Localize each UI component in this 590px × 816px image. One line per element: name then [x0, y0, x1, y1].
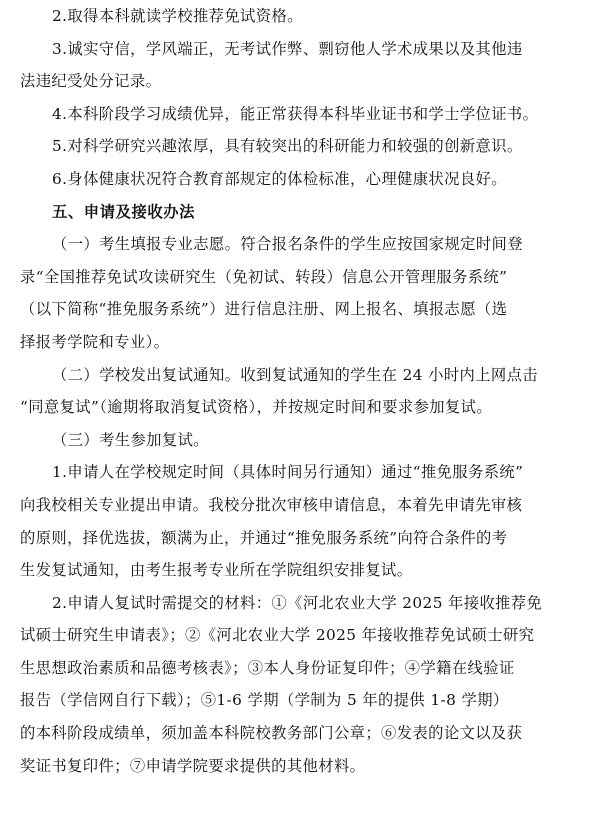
text-line: 的原则，择优选拔，额满为止，并通过“推免服务系统”向符合条件的考 — [20, 528, 508, 547]
text-line: 6.身体健康状况符合教育部规定的体检标准，心理健康状况良好。 — [52, 169, 507, 188]
text-line: 奖证书复印件；⑦申请学院要求提供的其他材料。 — [20, 756, 366, 775]
text-line: “同意复试”（逾期将取消复试资格），并按规定时间和要求参加复试。 — [20, 398, 493, 417]
text-line: 录“全国推荐免试攻读研究生（免初试、转段）信息公开管理服务系统” — [20, 267, 508, 286]
text-line: 1.申请人在学校规定时间（具体时间另行通知）通过“推免服务系统” — [52, 463, 524, 482]
text-line: 3.诚实守信，学风端正，无考试作弊、剽窃他人学术成果以及其他违 — [52, 39, 523, 58]
section-heading: 五、申请及接收办法 — [52, 202, 196, 221]
text-line: （一）考生填报专业志愿。符合报名条件的学生应按国家规定时间登 — [52, 235, 523, 254]
text-line: 向我校相关专业提出申请。我校分批次审核申请信息，本着先申请先审核 — [20, 495, 523, 514]
text-line: 择报考学院和专业）。 — [20, 332, 170, 351]
text-line: 生发复试通知，由考生报考专业所在学院组织安排复试。 — [20, 561, 413, 580]
text-line: 报告（学信网自行下载）；⑤1-6 学期（学制为 5 年的提供 1-8 学期） — [20, 691, 509, 710]
text-line: （以下简称“推免服务系统”）进行信息注册、网上报名、填报志愿（选 — [20, 300, 508, 319]
text-line: 的本科阶段成绩单，须加盖本科院校教务部门公章；⑥发表的论文以及获 — [20, 724, 523, 743]
text-line: 2.取得本科就读学校推荐免试资格。 — [52, 7, 303, 25]
text-line: （三）考生参加复试。 — [52, 430, 209, 449]
text-line: 生思想政治素质和品德考核表》；③本人身份证复印件；④学籍在线验证 — [20, 658, 515, 677]
text-line: （二）学校发出复试通知。收到复试通知的学生在 24 小时内上网点击 — [52, 365, 539, 384]
text-line: 2.申请人复试时需提交的材料：①《河北农业大学 2025 年接收推荐免 — [52, 593, 543, 612]
text-line: 4.本科阶段学习成绩优异，能正常获得本科毕业证书和学士学位证书。 — [52, 104, 539, 123]
text-line: 试硕士研究生申请表》；②《河北农业大学 2025 年接收推荐免试硕士研究 — [20, 626, 535, 645]
document-page — [20, 0, 572, 782]
text-line: 5.对科学研究兴趣浓厚，具有较突出的科研能力和较强的创新意识。 — [52, 137, 523, 156]
text-line: 法违纪受处分记录。 — [20, 72, 162, 91]
